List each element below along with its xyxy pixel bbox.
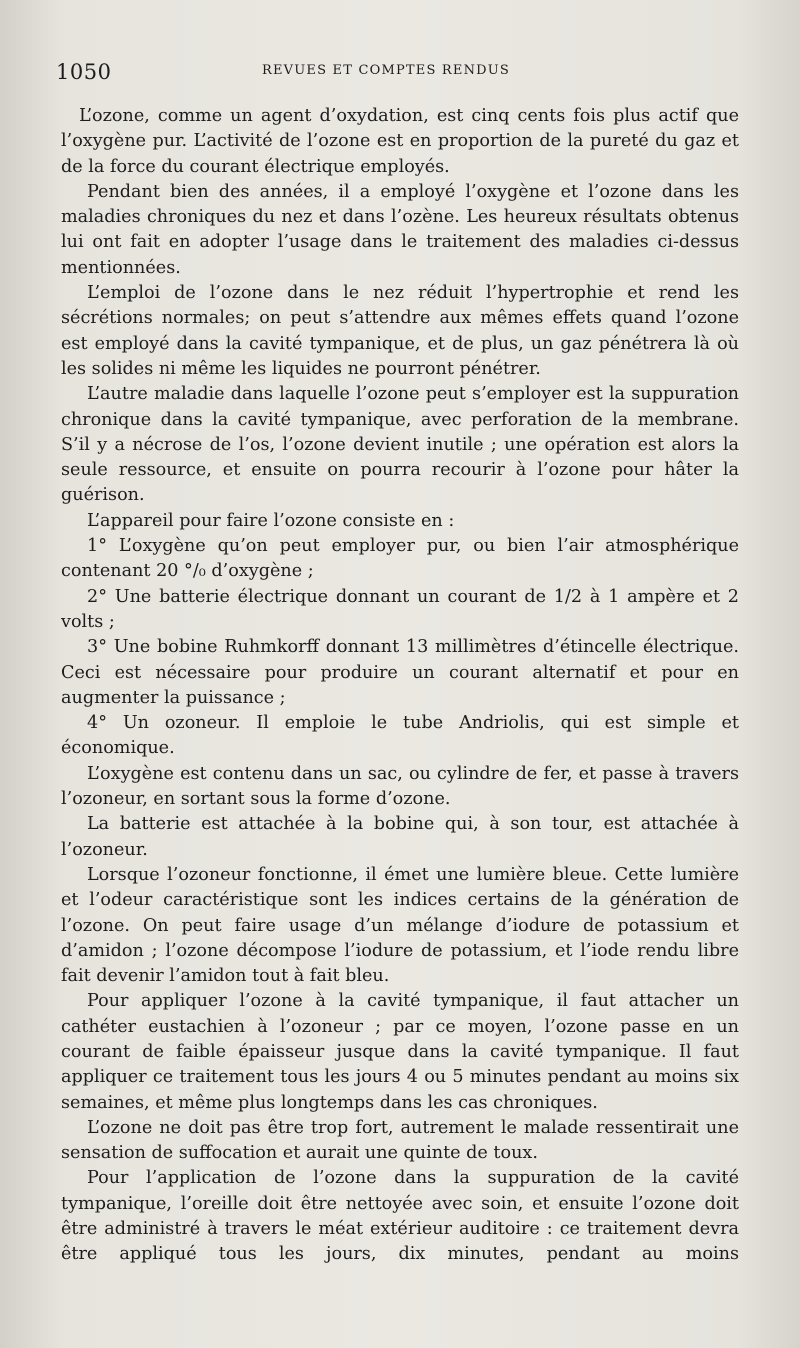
paragraph: L’ozone ne doit pas être trop fort, autrement le malade ressentirait une sensation de suffocation et aurait une quinte de toux. bbox=[61, 1117, 739, 1164]
list-item: 1° L’oxygène qu’on peut employer pur, ou bien l’air atmosphérique contenant 20 °/₀ d’oxygène ; bbox=[61, 536, 739, 582]
list-item: 3° Une bobine Ruhmkorff donnant 13 millimètres d’étincelle électrique. Ceci est nécessaire pour produire un courant alternatif et pour en augmenter la puissance ; bbox=[61, 637, 739, 708]
page-number: 1050 bbox=[56, 60, 112, 84]
paragraph: L’appareil pour faire l’ozone consiste en : bbox=[87, 510, 455, 531]
paragraph: Pour l’application de l’ozone dans la suppuration de la cavité tympanique, l’oreille doit être nettoyée avec soin, et ensuite l’ozone doit être administré à travers le méat extérieur auditoire : ce traitement devra être appliqué tous les jours, dix minutes, pendant au moins bbox=[61, 1168, 739, 1265]
paragraph: L’emploi de l’ozone dans le nez réduit l’hypertrophie et rend les sécrétions normales; on peut s’attendre aux mêmes effets quand l’ozone est employé dans la cavité tympanique, et de plus, un gaz pénétrera là où les solides ni même les liquides ne pourront pénétrer. bbox=[61, 283, 739, 379]
paragraph: L’oxygène est contenu dans un sac, ou cylindre de fer, et passe à travers l’ozoneur, en sortant sous la forme d’ozone. bbox=[61, 763, 739, 810]
paragraph: Lorsque l’ozoneur fonctionne, il émet une lumière bleue. Cette lumière et l’odeur caractéristique sont les indices certains de la génération de l’ozone. On peut faire usage d’un mélange d’iodure de potassium et d’amidon ; l’ozone décompose l’iodure de potassium, et l’iode rendu libre fait devenir l’amidon tout à fait bleu. bbox=[61, 864, 739, 987]
body-text bbox=[61, 104, 739, 1268]
running-title: REVUES ET COMPTES RENDUS bbox=[262, 63, 511, 78]
paragraph: Pour appliquer l’ozone à la cavité tympanique, il faut attacher un cathéter eustachien à l’ozoneur ; par ce moyen, l’ozone passe en un courant de faible épaisseur jusque dans la cavité tympanique. Il faut appliquer ce traitement tous les jours 4 ou 5 minutes pendant au moins six semaines, et même plus longtemps dans les cas chroniques. bbox=[61, 991, 739, 1113]
paragraph: La batterie est attachée à la bobine qui, à son tour, est attachée à l’ozoneur. bbox=[61, 814, 739, 860]
paragraph: L’autre maladie dans laquelle l’ozone peut s’employer est la suppuration chronique dans la cavité tympanique, avec perforation de la membrane. S’il y a nécrose de l’os, l’ozone devient inutile ; une opération est alors la seule ressource, et ensuite on pourra recourir à l’ozone pour hâter la guérison. bbox=[61, 384, 739, 506]
list-item: 4° Un ozoneur. Il emploie le tube Andriolis, qui est simple et économique. bbox=[61, 713, 739, 759]
paragraph: L’ozone, comme un agent d’oxydation, est cinq cents fois plus actif que l’oxygène pur. L’activité de l’ozone est en proportion de la pureté du gaz et de la force du courant électrique employés. bbox=[61, 106, 739, 177]
paragraph: Pendant bien des années, il a employé l’oxygène et l’ozone dans les maladies chroniques du nez et dans l’ozène. Les heureux résultats obtenus lui ont fait en adopter l’usage dans le traitement des maladies ci-dessus mentionnées. bbox=[61, 181, 739, 278]
list-item: 2° Une batterie électrique donnant un courant de 1/2 à 1 ampère et 2 volts ; bbox=[61, 586, 739, 632]
